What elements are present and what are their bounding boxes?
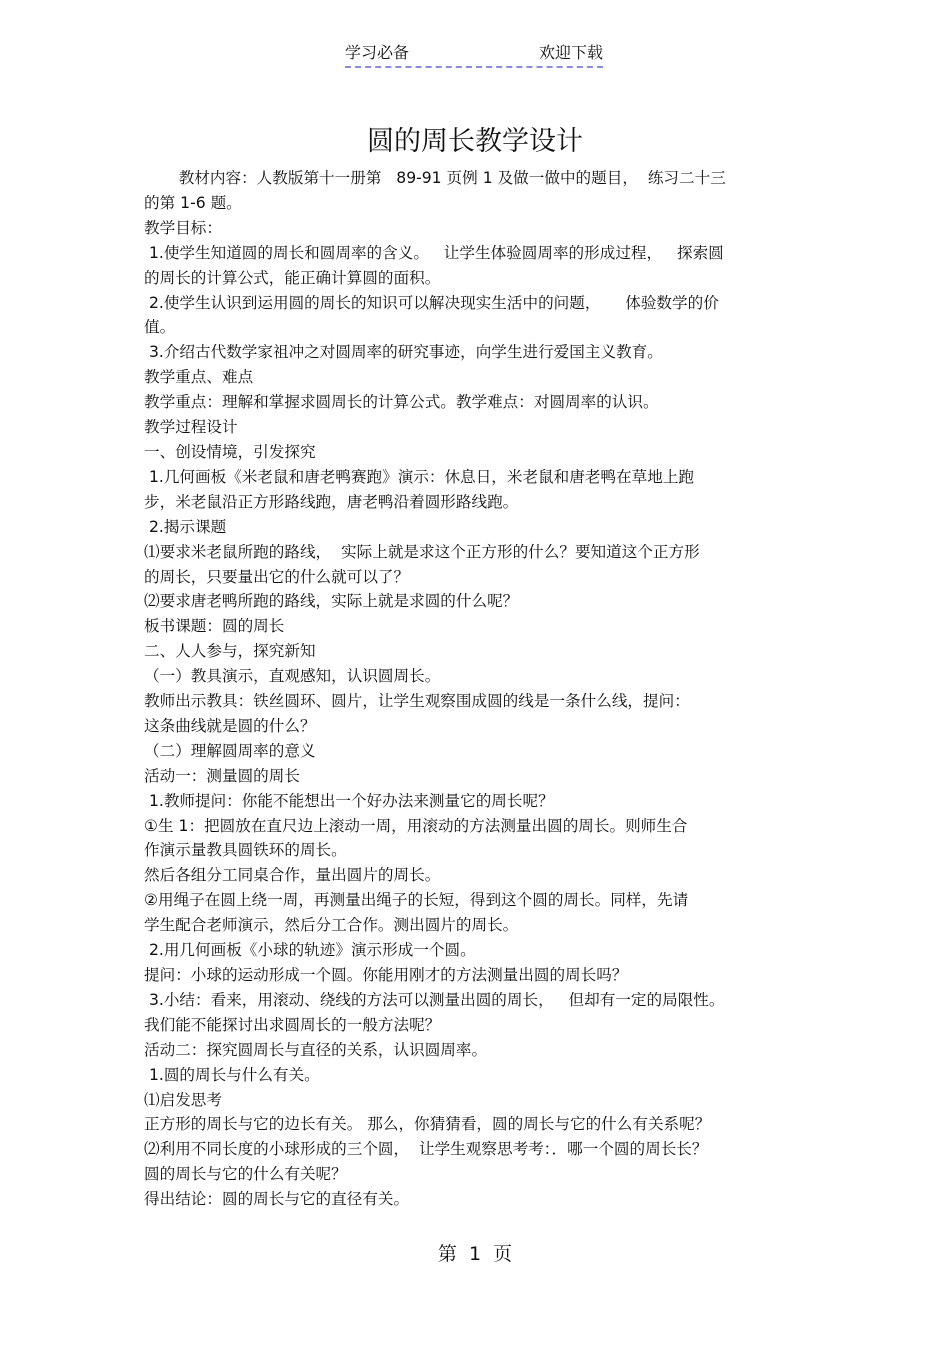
page-number: 第 1 页 (437, 1243, 513, 1265)
body-line: 提问：小球的运动形成一个圆。你能用刚才的方法测量出圆的周长吗？ (144, 966, 628, 984)
body-line: 1.使学生知道圆的周长和圆周率的含义。 让学生体验圆周率的形成过程， 探索圆 (144, 243, 724, 262)
document-title: 圆的周长教学设计 (367, 126, 583, 157)
body-line: 的周长的计算公式，能正确计算圆的面积。 (144, 268, 441, 287)
body-line: ①生 1：把圆放在直尺边上滚动一周，用滚动的方法测量出圆的周长。则师生合 (144, 816, 688, 835)
body-line: （一）教具演示，直观感知，认识圆周长。 (144, 667, 441, 686)
body-line: 二、人人参与，探究新知 (144, 642, 316, 661)
header-right-text: 欢迎下载 (538, 43, 603, 62)
body-line: 1.几何画板《米老鼠和唐老鸭赛跑》演示：休息日，米老鼠和唐老鸭在草地上跑 (144, 467, 695, 486)
body-line: 正方形的周长与它的边长有关。 那么，你猜猜看，圆的周长与它的什么有关系呢？ (144, 1115, 711, 1134)
body-line: ⑴要求米老鼠所跑的路线， 实际上就是求这个正方形的什么？要知道这个正方形 (144, 542, 700, 561)
body-line: ⑵要求唐老鸭所跑的路线，实际上就是求圆的什么呢？ (144, 592, 519, 611)
body-line: 3.小结：看来，用滚动、绕线的方法可以测量出圆的周长， 但却有一定的局限性。 (144, 990, 725, 1009)
body-line: 1.教师提问：你能不能想出一个好办法来测量它的周长呢？ (144, 791, 554, 810)
body-line: 2.揭示课题 (144, 517, 227, 536)
body-line: ②用绳子在圆上绕一周，再测量出绳子的长短，得到这个圆的周长。同样，先请 (144, 891, 689, 910)
body-line: 教学重点：理解和掌握求圆周长的计算公式。教学难点：对圆周率的认识。 (144, 393, 659, 412)
body-line: 2.使学生认识到运用圆的周长的知识可以解决现实生活中的问题， 体验数学的价 (144, 293, 719, 312)
body-line: （二）理解圆周率的意义 (144, 741, 316, 760)
body-line: 作演示量教具圆铁环的周长。 (144, 841, 347, 860)
body-line: 1.圆的周长与什么有关。 (144, 1065, 320, 1084)
page-header (345, 42, 603, 68)
body-line: 板书课题：圆的周长 (144, 617, 285, 636)
document-body (144, 166, 806, 1212)
body-line: 圆的周长与它的什么有关呢？ (144, 1165, 347, 1184)
body-line: 的第 1-6 题。 (144, 193, 242, 212)
body-line: 教学目标： (144, 218, 222, 237)
body-line: ⑴启发思考 (144, 1090, 222, 1109)
body-line: 教师出示教具：铁丝圆环、圆片，让学生观察围成圆的线是一条什么线，提问： (144, 692, 690, 711)
body-line: ⑵利用不同长度的小球形成的三个圆， 让学生观察思考考：．哪一个圆的周长长？ (144, 1140, 708, 1159)
body-line: 的周长，只要量出它的什么就可以了？ (144, 567, 410, 586)
body-line: 2.用几何画板《小球的轨迹》演示形成一个圆。 (144, 941, 476, 960)
body-line: 活动一：测量圆的周长 (144, 766, 300, 785)
body-line: 教材内容：人教版第十一册第 89-91 页例 1 及做一做中的题目， 练习二十三 (144, 169, 726, 187)
body-line: 教学过程设计 (144, 418, 238, 437)
body-line: 教学重点、难点 (144, 368, 254, 387)
body-line: 我们能不能探讨出求圆周长的一般方法呢？ (144, 1015, 441, 1034)
body-line: 这条曲线就是圆的什么？ (144, 716, 316, 735)
body-line: 然后各组分工同桌合作，量出圆片的周长。 (144, 866, 441, 885)
body-line: 值。 (144, 318, 176, 337)
body-line: 学生配合老师演示，然后分工合作。测出圆片的周长。 (144, 916, 519, 935)
header-left-text: 学习必备 (345, 43, 410, 62)
body-line: 步，米老鼠沿正方形路线跑，唐老鸭沿着圆形路线跑。 (144, 492, 519, 511)
body-line: 一、创设情境，引发探究 (144, 442, 316, 461)
body-line: 3.介绍古代数学家祖冲之对圆周率的研究事迹，向学生进行爱国主义教育。 (144, 343, 663, 362)
body-line: 得出结论：圆的周长与它的直径有关。 (144, 1190, 410, 1209)
body-line: 活动二：探究圆周长与直径的关系，认识圆周率。 (144, 1040, 488, 1059)
